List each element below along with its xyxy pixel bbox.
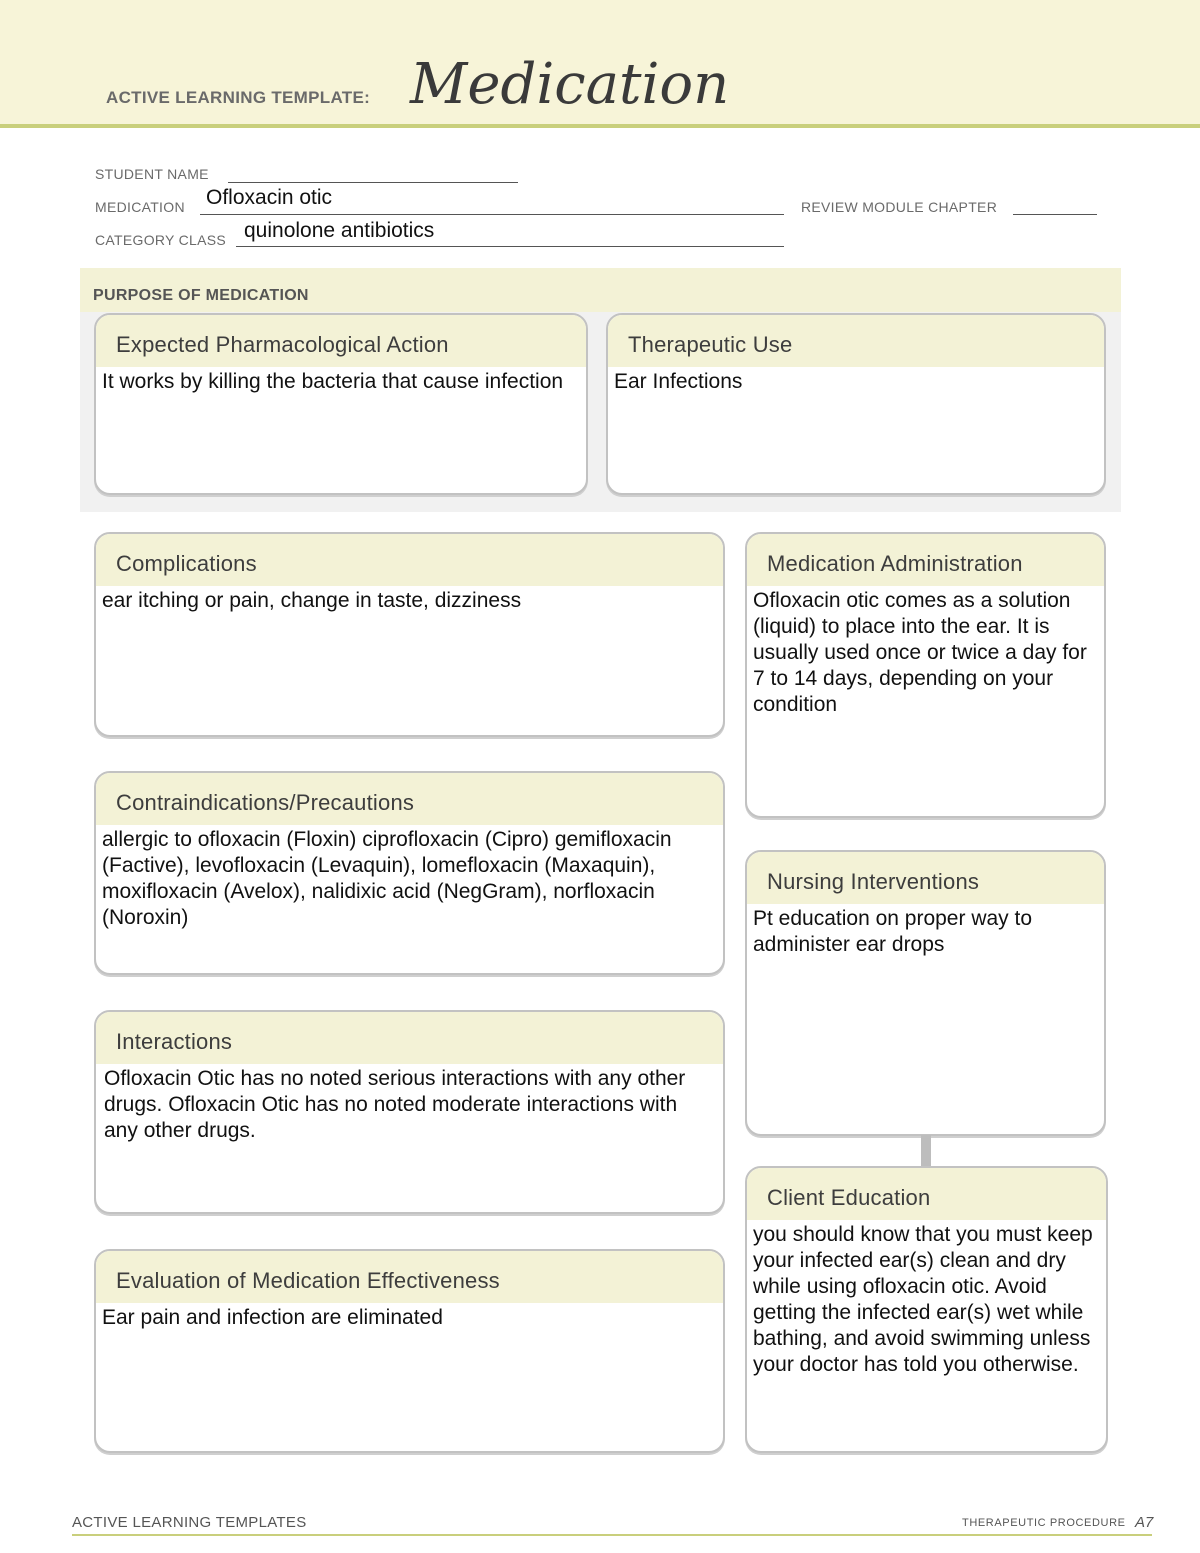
- interactions-title: Interactions: [116, 1029, 233, 1054]
- category-class-line[interactable]: [236, 246, 784, 247]
- complications-header: [96, 534, 723, 586]
- therapeutic-use-box: [606, 313, 1106, 495]
- nursing-interventions-header: [747, 852, 1104, 904]
- medication-administration-text[interactable]: Ofloxacin otic comes as a solution (liquid) to place into the ear. It is usually used once or twice a day for 7 to 14 days, depending on your condition: [753, 589, 1087, 716]
- footer-divider: [72, 1534, 1152, 1536]
- medication-administration-title: Medication Administration: [767, 551, 1023, 576]
- therapeutic-use-title: Therapeutic Use: [628, 332, 793, 357]
- client-education-text[interactable]: you should know that you must keep your infected ear(s) clean and dry while using ofloxacin otic. Avoid getting the infected ear(s) wet while bathing, and avoid swimming unless your doctor has told you otherwise.: [753, 1223, 1093, 1376]
- contraindications-header: [96, 773, 723, 825]
- complications-text[interactable]: ear itching or pain, change in taste, dizziness: [102, 589, 522, 612]
- evaluation-text[interactable]: Ear pain and infection are eliminated: [102, 1306, 443, 1329]
- expected-action-title: Expected Pharmacological Action: [116, 332, 449, 357]
- student-name-label: STUDENT NAME: [95, 166, 209, 182]
- footer-left-label: ACTIVE LEARNING TEMPLATES: [72, 1514, 307, 1531]
- interactions-text[interactable]: Ofloxacin Otic has no noted serious interactions with any other drugs. Ofloxacin Otic has no noted moderate interactions with any other drugs.: [104, 1067, 686, 1142]
- template-label: ACTIVE LEARNING TEMPLATE:: [106, 88, 371, 107]
- therapeutic-use-text[interactable]: Ear Infections: [614, 370, 743, 393]
- medication-label: MEDICATION: [95, 199, 185, 215]
- expected-action-box: [94, 313, 588, 495]
- review-module-label: REVIEW MODULE CHAPTER: [801, 199, 998, 215]
- contraindications-title: Contraindications/Precautions: [116, 790, 415, 815]
- client-education-box: [745, 1166, 1108, 1453]
- complications-box: [94, 532, 725, 737]
- contraindications-box: [94, 771, 725, 975]
- connector-bar: [921, 1135, 931, 1167]
- purpose-label: PURPOSE OF MEDICATION: [93, 287, 309, 304]
- medication-value: Ofloxacin otic: [206, 186, 333, 209]
- client-education-header: [747, 1168, 1106, 1220]
- evaluation-box: [94, 1249, 725, 1453]
- contraindications-text[interactable]: allergic to ofloxacin (Floxin) ciprofloxacin (Cipro) gemifloxacin (Factive), levofloxacin (Levaquin), lomefloxacin (Maxaquin), moxifloxacin (Avelox), nalidixic acid (NegGram), norfloxacin (Noroxin): [102, 828, 672, 929]
- expected-action-text[interactable]: It works by killing the bacteria that cause infection: [102, 370, 564, 393]
- nursing-interventions-text[interactable]: Pt education on proper way to administer ear drops: [753, 907, 1033, 956]
- category-class-value: quinolone antibiotics: [244, 219, 435, 242]
- medication-administration-box: [745, 532, 1106, 818]
- evaluation-title: Evaluation of Medication Effectiveness: [116, 1268, 500, 1293]
- nursing-interventions-box: [745, 850, 1106, 1136]
- footer-page-number: A7: [1135, 1514, 1154, 1531]
- evaluation-header: [96, 1251, 723, 1303]
- page-title: Medication: [410, 52, 730, 117]
- medication-line[interactable]: [200, 214, 784, 215]
- medication-administration-header: [747, 534, 1104, 586]
- footer-right-label: THERAPEUTIC PROCEDURE: [962, 1517, 1126, 1529]
- header-band: [0, 0, 1200, 128]
- nursing-interventions-title: Nursing Interventions: [767, 869, 980, 894]
- complications-title: Complications: [116, 551, 257, 576]
- expected-action-header: [96, 315, 586, 367]
- therapeutic-use-header: [608, 315, 1104, 367]
- interactions-header: [96, 1012, 723, 1064]
- category-class-label: CATEGORY CLASS: [95, 232, 227, 248]
- client-education-title: Client Education: [767, 1185, 931, 1210]
- interactions-box: [94, 1010, 725, 1214]
- student-name-line[interactable]: [228, 182, 518, 183]
- review-module-line[interactable]: [1013, 214, 1097, 215]
